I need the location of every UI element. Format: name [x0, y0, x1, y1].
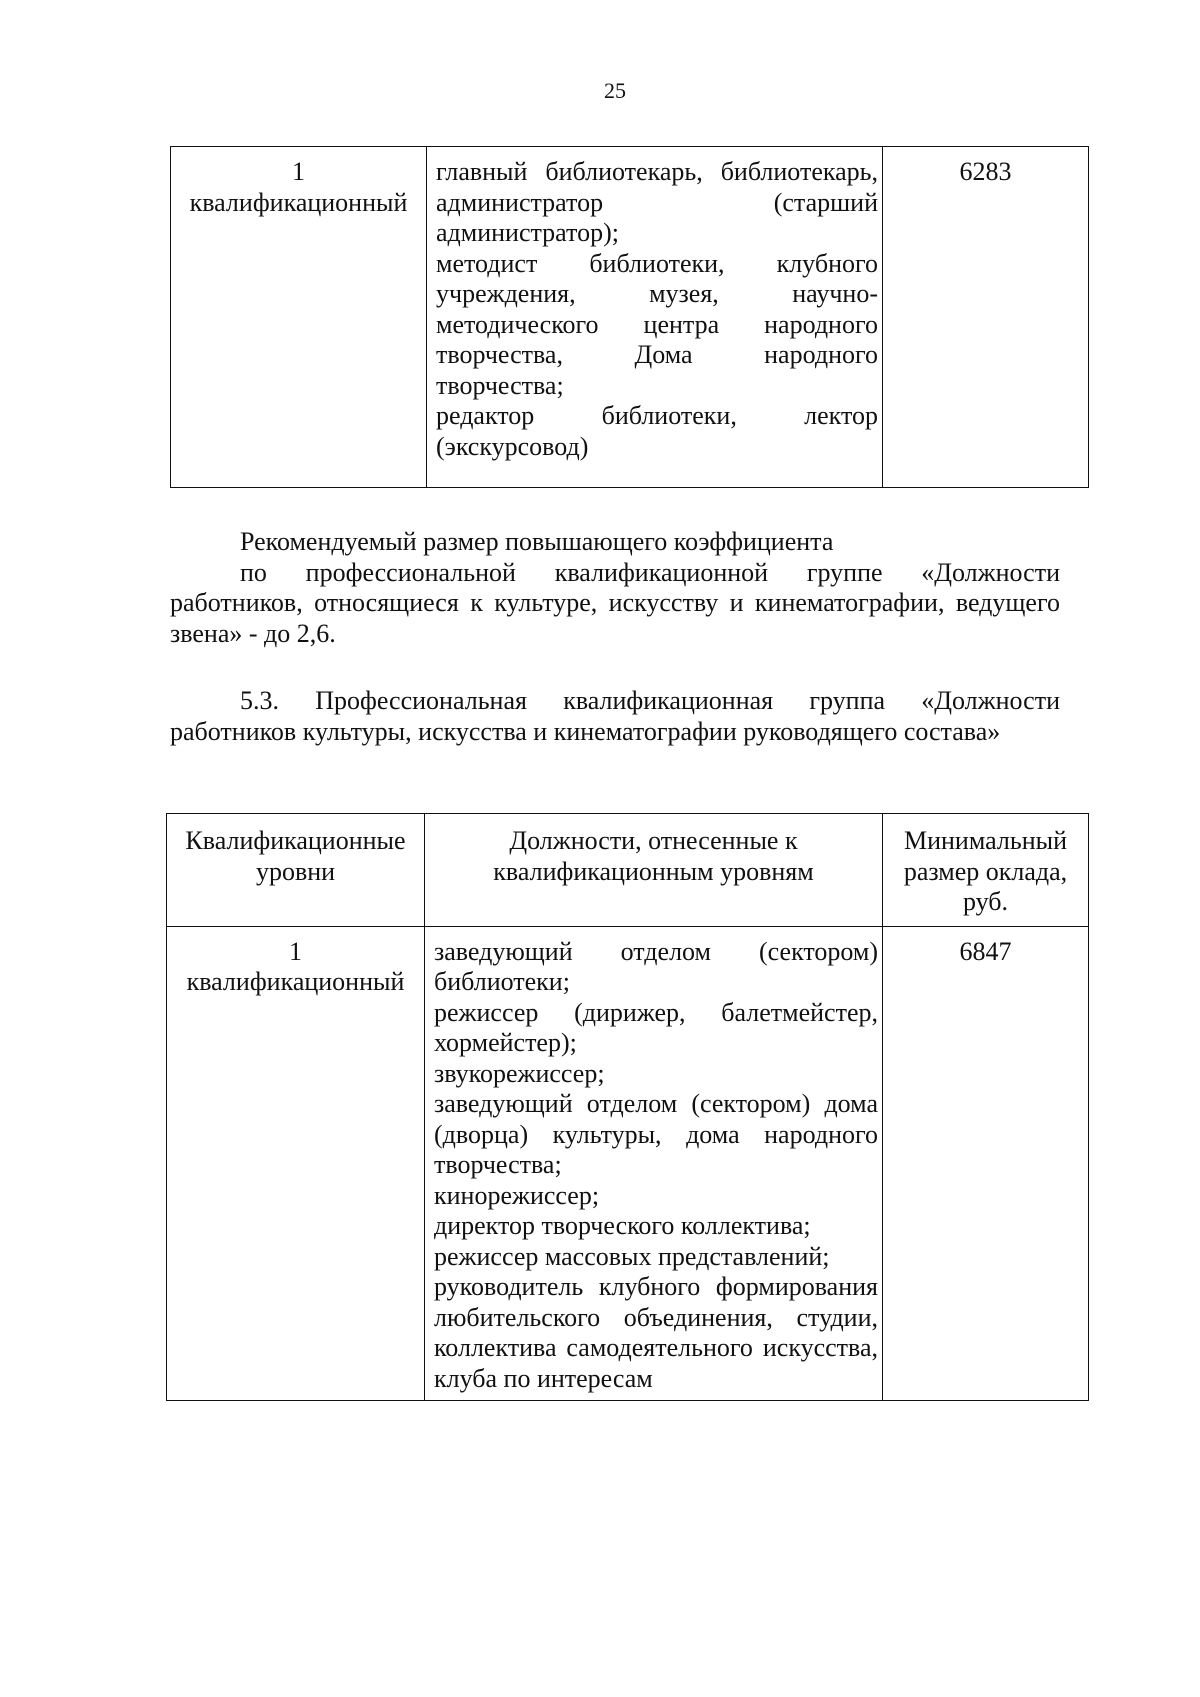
coefficient-line-1: Рекомендуемый размер повышающего коэффициента [240, 527, 834, 556]
position-entry: главный библиотекарь, библиотекарь, администратор (старший администратор); [436, 157, 878, 247]
position-entry: режиссер (дирижер, балетмейстер, хормейстер); [434, 997, 878, 1057]
position-entry: директор творческого коллектива; [434, 1211, 811, 1240]
position-entry: заведующий отделом (сектором) библиотеки; [434, 936, 878, 996]
coefficient-text: по профессиональной квалификационной группе «Должности работников, относящиеся к культуре, искусству и кинематографии, ведущего звена» - до 2,6. [170, 557, 1060, 648]
header-text: уровни [255, 856, 336, 886]
page-number: 25 [604, 78, 626, 103]
qualification-table-bottom [166, 813, 1089, 1401]
level-label: квалификационный [186, 967, 405, 996]
level-number: 1 [292, 157, 305, 186]
level-label: квалификационный [189, 187, 408, 217]
header-text: руб. [962, 887, 1009, 916]
header-text: Минимальный [903, 826, 1068, 855]
header-text: Должности, отнесенные к [509, 826, 798, 855]
table-row [171, 147, 1089, 488]
salary-cell: 6283 [883, 147, 1089, 488]
positions-cell [427, 147, 883, 488]
position-entry: кинорежиссер; [434, 1180, 600, 1210]
positions-cell [425, 926, 883, 1401]
table-row [167, 926, 1089, 1401]
table-header-row [167, 814, 1089, 927]
level-number: 1 [289, 936, 302, 966]
header-salary [883, 814, 1089, 927]
header-levels [167, 814, 425, 927]
salary-cell: 6847 [883, 926, 1089, 1401]
header-text: квалификационным уровням [493, 856, 814, 886]
position-entry: режиссер массовых представлений; [434, 1241, 830, 1271]
section-heading: 5.3. Профессиональная квалификационная группа «Должности работников культуры, искусства и кинематографии руководящего состава» [170, 686, 1060, 746]
position-entry: заведующий отделом (сектором) дома (дворца) культуры, дома народного творчества; [434, 1089, 878, 1179]
header-positions [425, 814, 883, 927]
level-cell [167, 926, 425, 1401]
header-text: размер оклада, [903, 856, 1068, 886]
position-entry: методист библиотеки, клубного учреждения, музея, научно-методического центра народного творчества, Дома народного творчества; [436, 248, 878, 400]
coefficient-paragraph [170, 527, 1060, 649]
position-entry: звукорежиссер; [434, 1058, 605, 1088]
qualification-table-top [170, 146, 1089, 488]
position-entry: руководитель клубного формирования любительского объединения, студии, коллектива самодеятельного искусства, клуба по интересам [434, 1272, 878, 1393]
level-cell [171, 147, 427, 488]
header-text: Квалификационные [185, 826, 406, 855]
position-entry: редактор библиотеки, лектор (экскурсовод) [436, 401, 878, 461]
